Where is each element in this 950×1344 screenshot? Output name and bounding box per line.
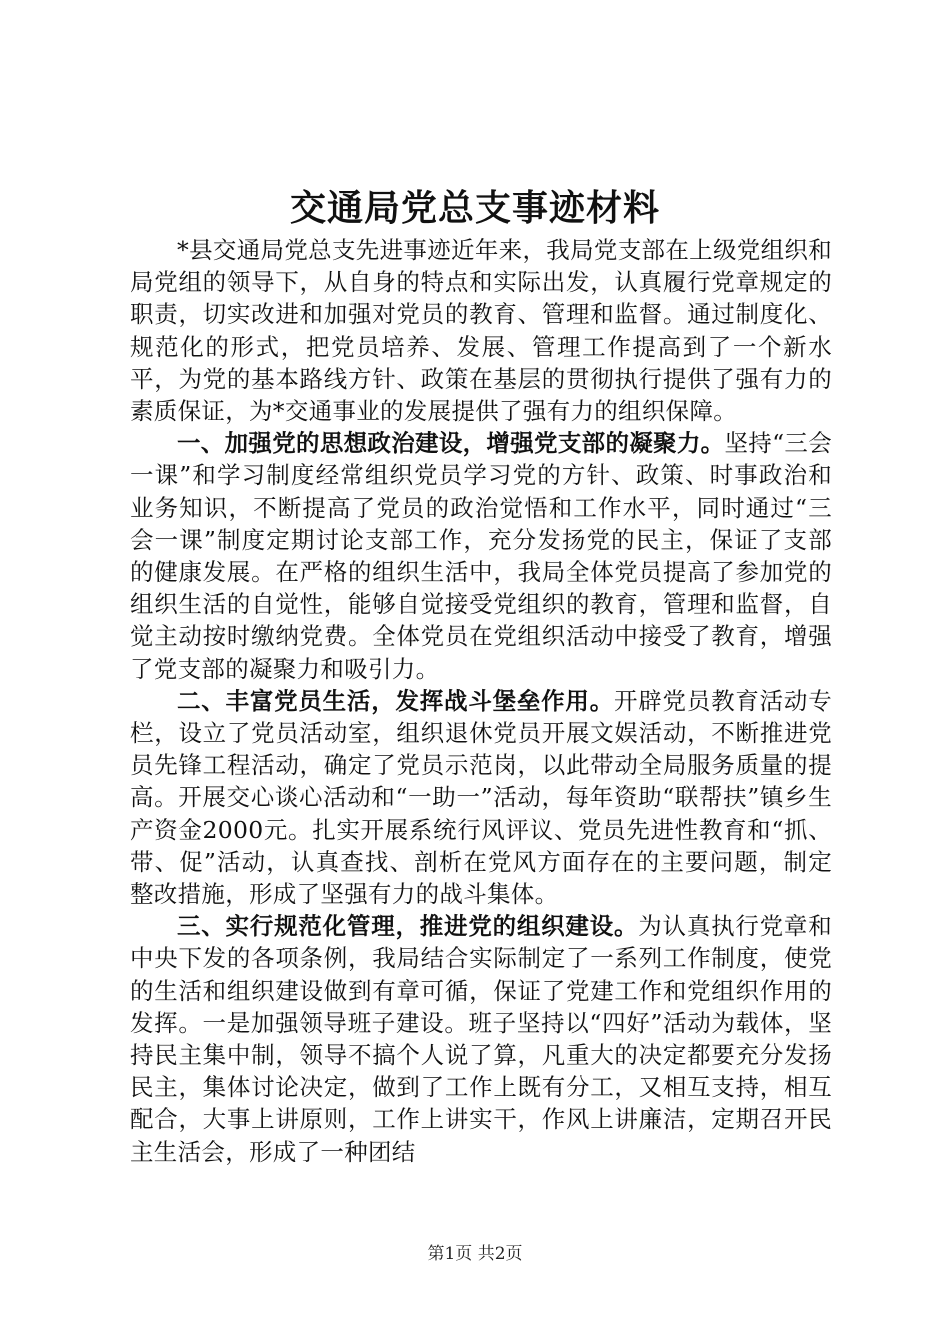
section-heading: 二、丰富党员生活，发挥战斗堡垒作用。 [177, 686, 614, 715]
paragraph-intro [130, 234, 832, 427]
section-heading: 三、实行规范化管理，推进党的组织建设。 [177, 912, 639, 941]
document-title: 交通局党总支事迹材料 [289, 187, 660, 229]
section-heading: 一、加强党的思想政治建设，增强党支部的凝聚力。 [177, 429, 725, 458]
document-body [130, 234, 832, 1168]
paragraph-section-2 [130, 685, 832, 910]
paragraph-section-1 [130, 427, 832, 685]
paragraph-section-3 [130, 910, 832, 1168]
page-footer: 第1页 共2页 [427, 1244, 523, 1264]
paragraph-text: 开辟党员教育活动专栏，设立了党员活动室，组织退休党员开展文娱活动，不断推进党员先锋工程活动，确定了党员示范岗，以此带动全局服务质量的提高。开展交心谈心活动和“一助一”活动，每年资助“联帮扶”镇乡生产资金2000元。扎实开展系统行风评议、党员先进性教育和“抓、带、促”活动，认真查找、剖析在党风方面存在的主要问题，制定整改措施，形成了坚强有力的战斗集体。 [130, 686, 832, 909]
paragraph-text: 为认真执行党章和中央下发的各项条例，我局结合实际制定了一系列工作制度，使党的生活和组织建设做到有章可循，保证了党建工作和党组织作用的发挥。一是加强领导班子建设。班子坚持以“四好”活动为载体，坚持民主集中制，领导不搞个人说了算，凡重大的决定都要充分发扬民主，集体讨论决定，做到了工作上既有分工，又相互支持，相互配合，大事上讲原则，工作上讲实干，作风上讲廉洁，定期召开民主生活会，形成了一种团结 [130, 912, 833, 1166]
paragraph-text: 坚持“三会一课”和学习制度经常组织党员学习党的方针、政策、时事政治和业务知识，不断提高了党员的政治觉悟和工作水平，同时通过“三会一课”制度定期讨论支部工作，充分发扬党的民主，保证了支部的健康发展。在严格的组织生活中，我局全体党员提高了参加党的组织生活的自觉性，能够自觉接受党组织的教育，管理和监督，自觉主动按时缴纳党费。全体党员在党组织活动中接受了教育，增强了党支部的凝聚力和吸引力。 [130, 429, 832, 683]
paragraph-text: *县交通局党总支先进事迹近年来，我局党支部在上级党组织和局党组的领导下，从自身的特点和实际出发，认真履行党章规定的职责，切实改进和加强对党员的教育、管理和监督。通过制度化、规范化的形式，把党员培养、发展、管理工作提高到了一个新水平，为党的基本路线方针、政策在基层的贯彻执行提供了强有力的素质保证，为*交通事业的发展提供了强有力的组织保障。 [130, 236, 832, 426]
